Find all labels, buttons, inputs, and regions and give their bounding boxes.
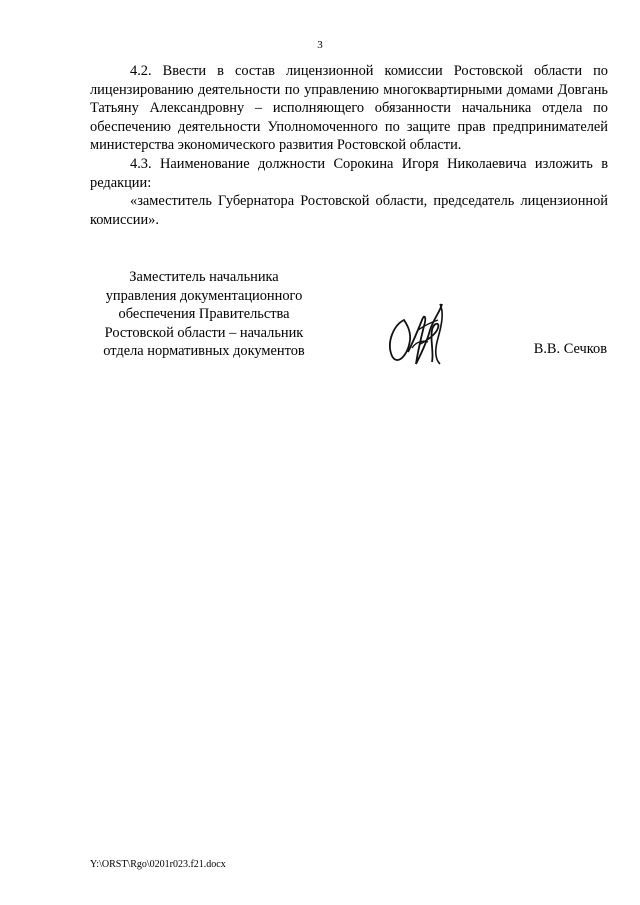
page-number: 3 — [317, 39, 323, 51]
handwritten-signature — [378, 290, 458, 370]
signatory-title-line: обеспечения Правительства — [118, 306, 290, 322]
document-body — [90, 62, 608, 229]
paragraph-4-3: 4.3. Наименование должности Сорокина Игоря Николаевича изложить в редакции: — [90, 155, 608, 191]
file-path-footer: Y:\ORST\Rgo\0201r023.f21.docx — [90, 859, 226, 870]
signatory-title-line: управления документационного — [105, 287, 303, 304]
paragraph-4-2: 4.2. Ввести в состав лицензионной комиссии Ростовской области по лицензированию деятельности по управлению многоквартирными домами Довгань Татьяну Александровну – исполняющего обязанности начальника отдела по обеспечению деятельности Уполномоченного по защите прав предпринимателей министерства экономического развития Ростовской области. — [90, 63, 608, 154]
signatory-title-line: отдела нормативных документов — [103, 343, 305, 359]
signatory-title — [90, 268, 318, 361]
signatory-title-line: Заместитель начальника — [129, 269, 279, 285]
paragraph-quote: «заместитель Губернатора Ростовской области, председатель лицензионной комиссии». — [90, 193, 608, 228]
signatory-title-line: Ростовской области – начальник — [104, 324, 304, 341]
signer-name: В.В. Сечков — [533, 341, 607, 357]
